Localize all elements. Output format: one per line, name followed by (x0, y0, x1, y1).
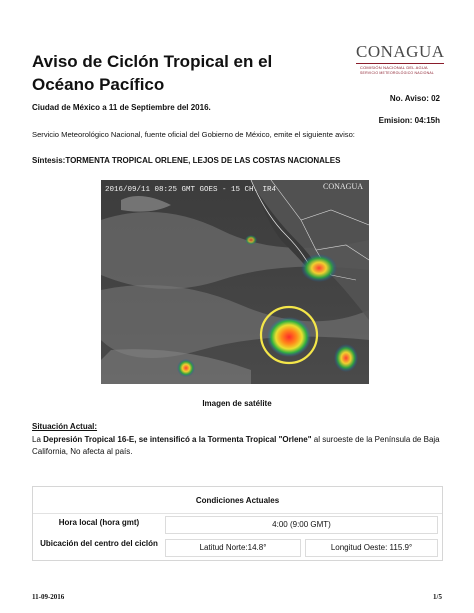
satellite-logo: CONAGUA (323, 182, 363, 191)
conditions-title: Condiciones Actuales (33, 487, 442, 514)
situation-heading: Situación Actual: (32, 422, 98, 431)
row-label-ubicacion: Ubicación del centro del ciclón (40, 539, 158, 548)
footer-date: 11-09-2016 (32, 593, 65, 601)
hora-value: 4:00 (9:00 GMT) (165, 516, 438, 534)
conagua-logo (356, 38, 446, 78)
logo-subtitle-2: SERVICIO METEOROLÓGICO NACIONAL (360, 71, 435, 75)
satellite-timestamp: 2016/09/11 08:25 GMT GOES - 15 CH. IR4 (105, 186, 277, 194)
situation-suffix: al suroeste de la Península de Baja California, No afecta al país. (32, 435, 440, 456)
situation-text (32, 434, 444, 458)
intro-text: Servicio Meteorológico Nacional, fuente oficial del Gobierno de México, emite el siguiente aviso: (32, 130, 355, 139)
city-date: Ciudad de México a 11 de Septiembre del 2016. (32, 103, 211, 112)
synthesis: Síntesis:TORMENTA TROPICAL ORLENE, LEJOS DE LAS COSTAS NACIONALES (32, 156, 341, 165)
logo-rule (356, 63, 444, 64)
row-label-hora: Hora local (hora gmt) (58, 518, 140, 527)
satellite-image (101, 180, 369, 384)
situation-bold: Depresión Tropical 16-E, se intensificó a la Tormenta Tropical "Orlene" (43, 435, 312, 444)
logo-wordmark: CONAGUA (356, 42, 445, 61)
situation-prefix: La (32, 435, 44, 444)
longitude-value: Longitud Oeste: 115.9° (305, 539, 438, 557)
latitude-value: Latitud Norte:14.8° (165, 539, 301, 557)
emission-time: Emision: 04:15h (378, 116, 440, 125)
logo-subtitle: COMISIÓN NACIONAL DEL AGUA (360, 65, 428, 70)
page-number: 1/5 (433, 593, 442, 601)
conditions-table (32, 486, 443, 561)
image-caption: Imagen de satélite (202, 399, 272, 408)
satellite-picture (101, 180, 369, 384)
aviso-number: No. Aviso: 02 (389, 94, 440, 103)
page-title: Aviso de Ciclón Tropical en el Océano Pacífico (32, 52, 273, 94)
